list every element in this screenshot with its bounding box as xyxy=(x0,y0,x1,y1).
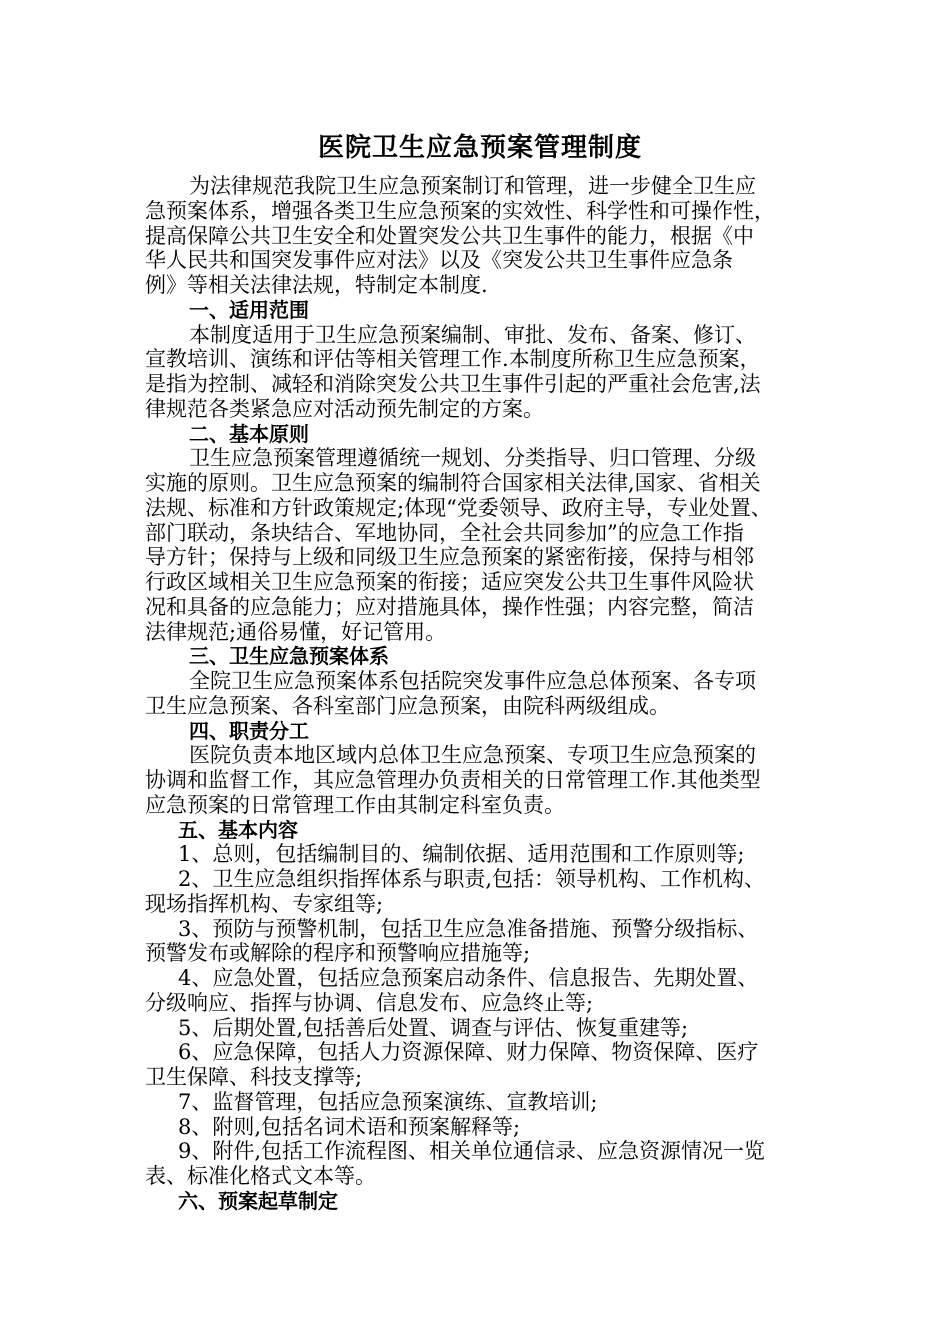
list-item-line: 9、附件,包括工作流程图、相关单位通信录、应急资源情况一览 xyxy=(178,1139,766,1164)
list-item-line: 4、应急处置，包括应急预案启动条件、信息报告、先期处置、 xyxy=(178,966,759,990)
paragraph-line: 宣教培训、演练和评估等相关管理工作.本制度所称卫生应急预案， xyxy=(145,347,761,372)
paragraph-line: 法规、标准和方针政策规定;体现“党委领导、政府主导，专业处置、 xyxy=(145,495,772,520)
paragraph-line: 法律规范;通俗易懂，好记管用。 xyxy=(145,619,447,644)
section-heading-content: 五、基本内容 xyxy=(178,817,298,842)
paragraph-line: 急预案体系，增强各类卫生应急预案的实效性、科学性和可操作性， xyxy=(145,198,775,223)
list-item-line: 7、监督管理，包括应急预案演练、宣教培训; xyxy=(178,1089,598,1114)
section-heading-duties: 四、职责分工 xyxy=(189,718,309,743)
list-item-line: 2、卫生应急组织指挥体系与职责,包括：领导机构、工作机构、 xyxy=(178,867,766,891)
list-item-line: 分级响应、指挥与协调、信息发布、应急终止等; xyxy=(145,990,594,1015)
list-item-line: 3、预防与预警机制，包括卫生应急准备措施、预警分级指标、 xyxy=(178,916,759,941)
paragraph-line: 本制度适用于卫生应急预案编制、审批、发布、备案、修订、 xyxy=(189,322,756,347)
paragraph-line: 实施的原则。卫生应急预案的编制符合国家相关法律,国家、省相关 xyxy=(145,471,761,495)
section-heading-principles: 二、基本原则 xyxy=(189,421,309,446)
paragraph-line: 卫生应急预案管理遵循统一规划、分类指导、归口管理、分级 xyxy=(189,446,756,471)
list-item-line: 卫生保障、科技支撑等; xyxy=(145,1065,363,1089)
paragraph-line: 为法律规范我院卫生应急预案制订和管理，进一步健全卫生应 xyxy=(189,174,756,198)
paragraph-line: 部门联动，条块结合、军地协同，全社会共同参加”的应急工作指 xyxy=(145,520,744,545)
document-page xyxy=(145,128,815,1214)
list-item-line: 现场指挥机构、专家组等; xyxy=(145,891,384,916)
list-item-line: 6、应急保障，包括人力资源保障、财力保障、物资保障、医疗 xyxy=(178,1040,759,1065)
paragraph-line: 导方针；保持与上级和同级卫生应急预案的紧密衔接，保持与相邻 xyxy=(145,545,754,570)
paragraph-line: 医院负责本地区域内总体卫生应急预案、专项卫生应急预案的 xyxy=(189,743,756,768)
paragraph-line: 提高保障公共卫生安全和处置突发公共卫生事件的能力，根据《中 xyxy=(145,223,754,248)
paragraph-line: 况和具备的应急能力；应对措施具体，操作性强；内容完整，简洁 xyxy=(145,594,754,619)
section-heading-system: 三、卫生应急预案体系 xyxy=(189,644,389,669)
list-item-line: 8、附则,包括名词术语和预案解释等; xyxy=(178,1114,521,1139)
paragraph-line: 全院卫生应急预案体系包括院突发事件应急总体预案、各专项 xyxy=(189,669,756,693)
list-item-line: 1、总则，包括编制目的、编制依据、适用范围和工作原则等; xyxy=(178,842,745,867)
paragraph-line: 律规范各类紧急应对活动预先制定的方案。 xyxy=(145,396,544,421)
document-title: 医院卫生应急预案管理制度 xyxy=(317,133,642,163)
list-item-line: 表、标准化格式文本等。 xyxy=(145,1164,376,1188)
section-heading-drafting: 六、预案起草制定 xyxy=(178,1188,338,1213)
paragraph-line: 行政区域相关卫生应急预案的衔接；适应突发公共卫生事件风险状 xyxy=(145,570,754,594)
paragraph-line: 应急预案的日常管理工作由其制定科室负责。 xyxy=(145,792,565,817)
paragraph-line: 华人民共和国突发事件应对法》以及《突发公共卫生事件应急条 xyxy=(145,248,733,273)
section-heading-scope: 一、适用范围 xyxy=(189,297,309,322)
paragraph-line: 卫生应急预案、各科室部门应急预案，由院科两级组成。 xyxy=(145,693,670,718)
paragraph-line: 例》等相关法律法规，特制定本制度. xyxy=(145,273,488,297)
list-item-line: 5、后期处置,包括善后处置、调查与评估、恢复重建等; xyxy=(178,1015,689,1040)
list-item-line: 预警发布或解除的程序和预警响应措施等; xyxy=(145,941,531,966)
paragraph-line: 协调和监督工作，其应急管理办负责相关的日常管理工作.其他类型 xyxy=(145,768,761,792)
paragraph-line: 是指为控制、减轻和消除突发公共卫生事件引起的严重社会危害,法 xyxy=(145,372,761,396)
